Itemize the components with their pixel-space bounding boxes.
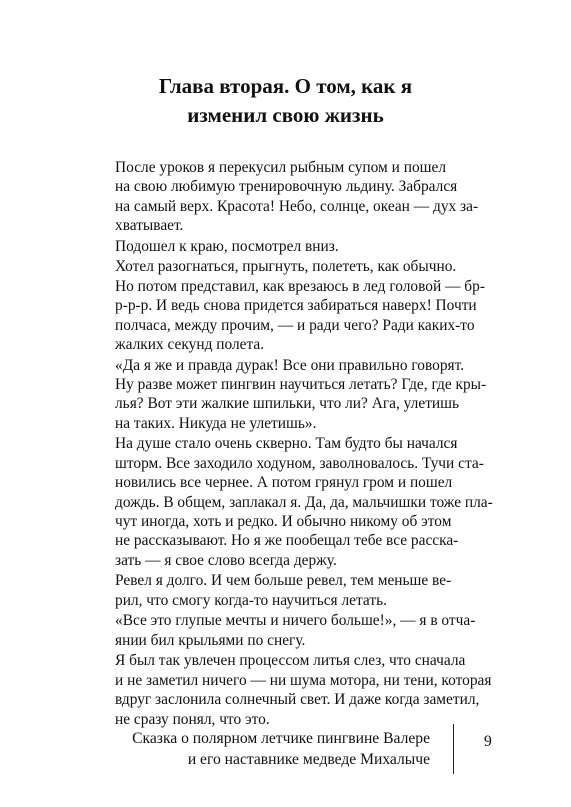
paragraph xyxy=(88,434,498,570)
chapter-title xyxy=(0,72,571,130)
text-line: «Все это глупые мечты и ничего больше!», — я в отча- xyxy=(115,612,476,630)
text-line: Ну разве может пингвин научиться летать? Где, где кры- xyxy=(115,376,487,394)
paragraph xyxy=(88,571,498,610)
paragraph xyxy=(88,158,498,236)
text-line: «Да я же и правда дурак! Все они правильно говорят. xyxy=(115,356,465,374)
text-line: Подошел к краю, посмотрел вниз. xyxy=(115,237,339,255)
chapter-body xyxy=(88,158,498,730)
text-line: полчаса, между прочим, — и ради чего? Ради каких-то xyxy=(115,316,475,334)
text-line: Ревел я долго. И чем больше ревел, тем меньше ве- xyxy=(115,572,452,590)
text-line: После уроков я перекусил рыбным супом и пошел xyxy=(115,159,447,176)
text-line: вдруг заслонила солнечный свет. И даже когда заметил, xyxy=(115,691,480,709)
text-line: чут иногда, хоть и редко. И обычно никому об этом xyxy=(115,513,452,531)
text-line: шторм. Все заходило ходуном, заволновалось. Тучи ста- xyxy=(115,454,484,472)
text-line: зать — я свое слово всегда держу. xyxy=(115,551,337,569)
text-line: на свою любимую тренировочную льдину. Забрался xyxy=(115,178,458,196)
text-line: рил, что смогу когда-то научиться летать. xyxy=(115,591,387,609)
paragraph xyxy=(88,257,498,354)
text-line: хватывает. xyxy=(115,217,184,235)
paragraph xyxy=(88,356,498,434)
text-line: янии бил крыльями по снегу. xyxy=(115,631,306,649)
footer-title-line: Сказка о полярном летчике пингвине Валере xyxy=(132,730,430,747)
paragraph xyxy=(88,651,498,729)
text-line: на таких. Никуда не улетишь». xyxy=(115,414,317,432)
text-line: Хотел разогнаться, прыгнуть, полететь, как обычно. xyxy=(115,258,457,276)
text-line: Я был так увлечен процессом литья слез, что сначала xyxy=(115,652,466,670)
text-line: новились все чернее. А потом грянул гром и пошел xyxy=(115,474,453,492)
footer-title-line: и его наставнике медведе Михалыче xyxy=(187,751,430,768)
text-line: Но потом представил, как врезаюсь в лед головой — бр- xyxy=(115,277,485,295)
text-line: р-р-р. И ведь снова придется забираться наверх! Почти xyxy=(115,297,477,315)
text-line: и не заметил ничего — ни шума мотора, ни тени, которая xyxy=(115,671,492,689)
text-line: на самый верх. Красота! Небо, солнце, океан — дух за- xyxy=(115,197,479,215)
chapter-title-line: Глава вторая. О том, как я xyxy=(158,74,413,98)
paragraph xyxy=(88,611,498,650)
text-line: На душе стало очень скверно. Там будто бы начался xyxy=(115,435,458,453)
text-line: жалких секунд полета. xyxy=(115,336,265,354)
running-footer-book-title xyxy=(100,728,430,770)
page-number: 9 xyxy=(484,733,492,750)
text-line: дождь. В общем, заплакал я. Да, да, мальчишки тоже пла- xyxy=(115,493,493,511)
footer-divider xyxy=(453,724,454,774)
text-line: не рассказывают. Но я же пообещал тебе все расска- xyxy=(115,532,459,550)
chapter-title-line: изменил свою жизнь xyxy=(187,103,384,127)
text-line: не сразу понял, что это. xyxy=(115,710,270,728)
paragraph xyxy=(88,237,498,256)
text-line: лья? Вот эти жалкие шпильки, что ли? Ага, улетишь xyxy=(115,395,460,413)
